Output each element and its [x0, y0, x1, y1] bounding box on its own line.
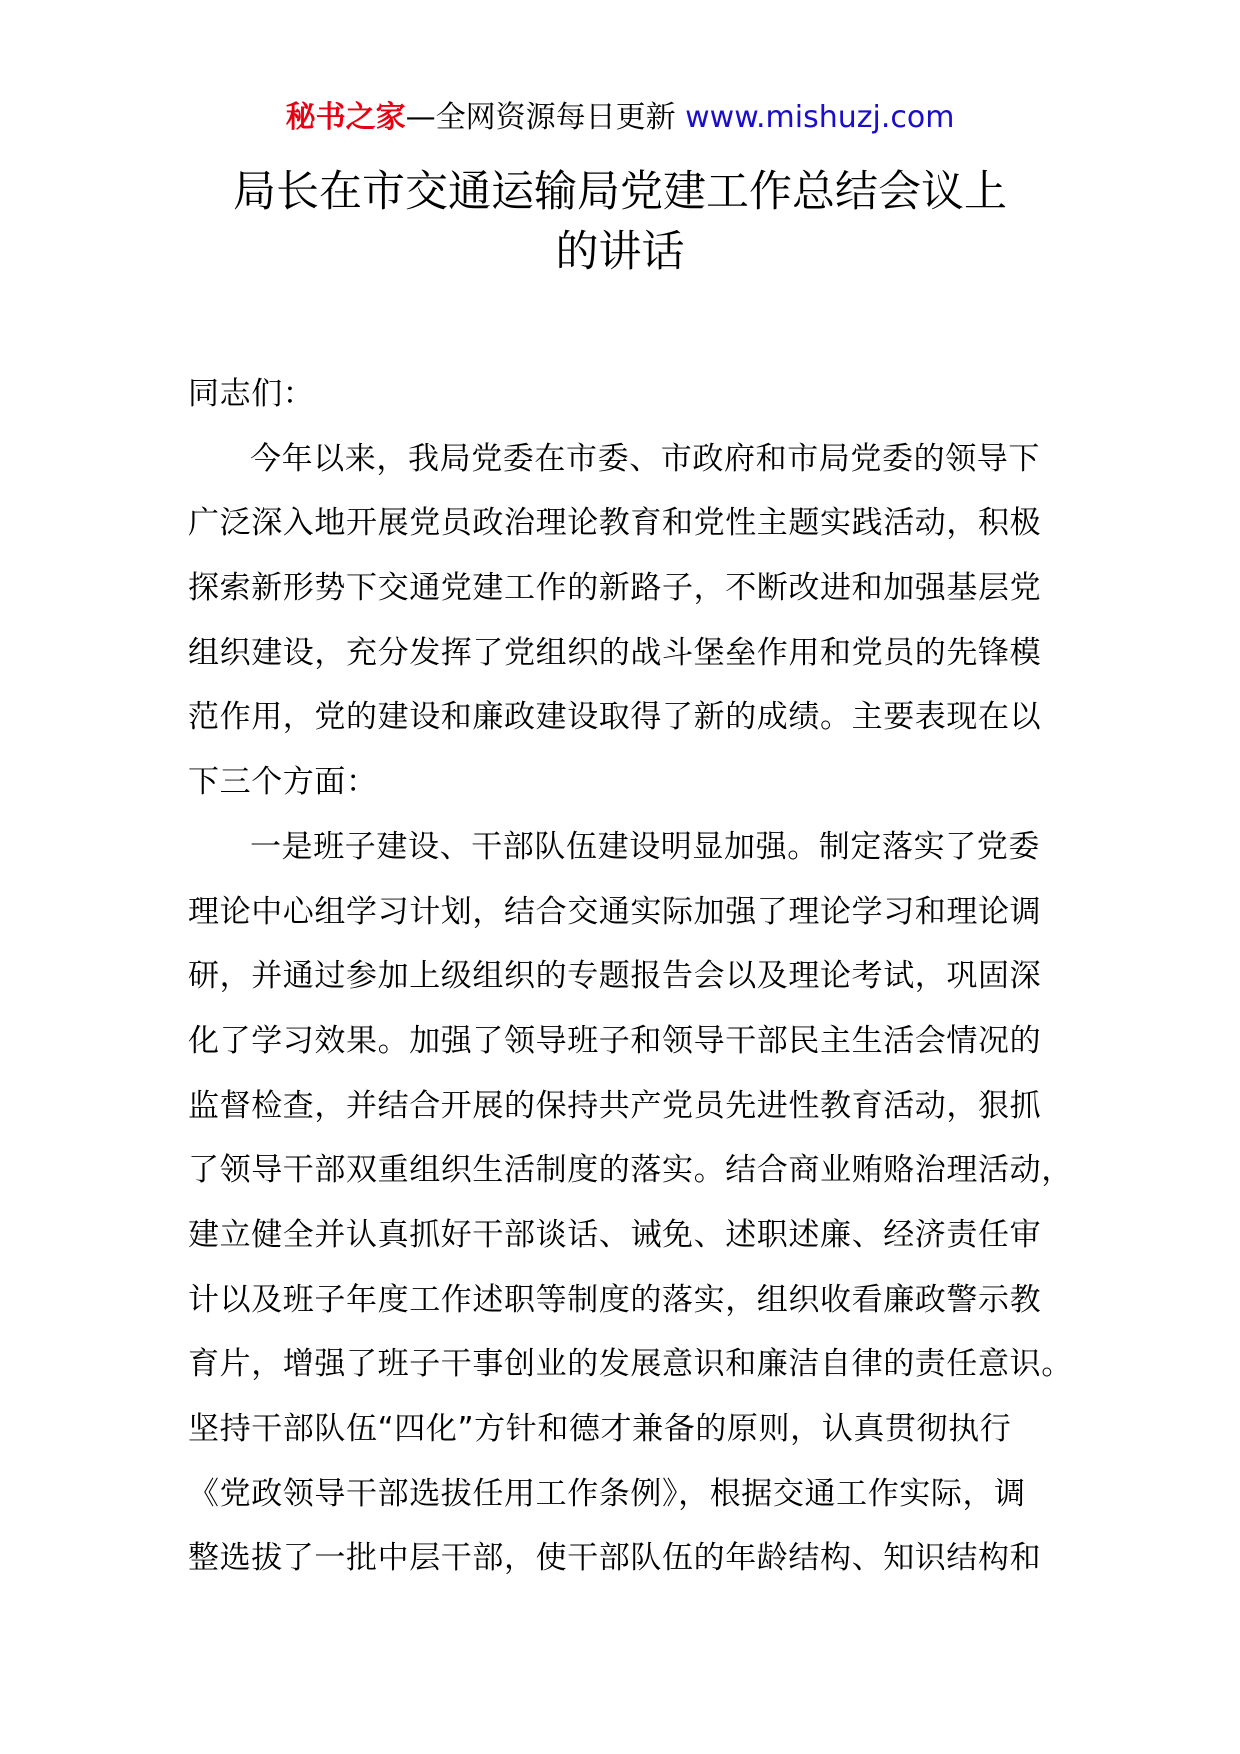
body-line: 了领导干部双重组织生活制度的落实。结合商业贿赂治理活动，: [188, 1152, 1073, 1189]
body-line: 化了学习效果。加强了领导班子和领导干部民主生活会情况的: [188, 1022, 1042, 1059]
header-tagline: —全网资源每日更新: [405, 100, 686, 135]
body-line: 下三个方面：: [188, 764, 378, 801]
salutation: 同志们：: [188, 376, 315, 412]
title-line-1: 局长在市交通运输局党建工作总结会议上: [233, 167, 1007, 217]
body-line: 计以及班子年度工作述职等制度的落实，组织收看廉政警示教: [188, 1281, 1042, 1318]
body-line: 组织建设，充分发挥了党组织的战斗堡垒作用和党员的先锋模: [188, 634, 1042, 671]
site-url-link[interactable]: www.mishuzj.com: [685, 100, 955, 135]
body-line: 《党政领导干部选拔任用工作条例》，根据交通工作实际，调: [188, 1475, 1026, 1512]
body-line: 建立健全并认真抓好干部谈话、诫免、述职述廉、经济责任审: [188, 1216, 1042, 1253]
body-line: 育片，增强了班子干事创业的发展意识和廉洁自律的责任意识。: [188, 1346, 1073, 1383]
brand-name: 秘书之家: [285, 100, 406, 135]
body-line: 范作用，党的建设和廉政建设取得了新的成绩。主要表现在以: [188, 699, 1042, 736]
body-line: 探索新形势下交通党建工作的新路子，不断改进和加强基层党: [188, 570, 1042, 607]
body-line: 理论中心组学习计划，结合交通实际加强了理论学习和理论调: [188, 893, 1042, 930]
body-line: 研，并通过参加上级组织的专题报告会以及理论考试，巩固深: [188, 958, 1042, 995]
body-line: 整选拔了一批中层干部，使干部队伍的年龄结构、知识结构和: [188, 1540, 1042, 1577]
body-line: 监督检查，并结合开展的保持共产党员先进性教育活动，狠抓: [188, 1087, 1042, 1124]
body-line: 今年以来，我局党委在市委、市政府和市局党委的领导下: [250, 440, 1040, 477]
document-title: [120, 162, 1120, 282]
body-line: 广泛深入地开展党员政治理论教育和党性主题实践活动，积极: [188, 505, 1042, 542]
body-line: 一是班子建设、干部队伍建设明显加强。制定落实了党委: [250, 828, 1040, 865]
site-header: [0, 98, 1240, 138]
document-body: [188, 362, 1088, 1591]
body-line: 坚持干部队伍“四化”方针和德才兼备的原则，认真贯彻执行: [188, 1411, 1012, 1447]
title-line-2: 的讲话: [555, 227, 685, 277]
